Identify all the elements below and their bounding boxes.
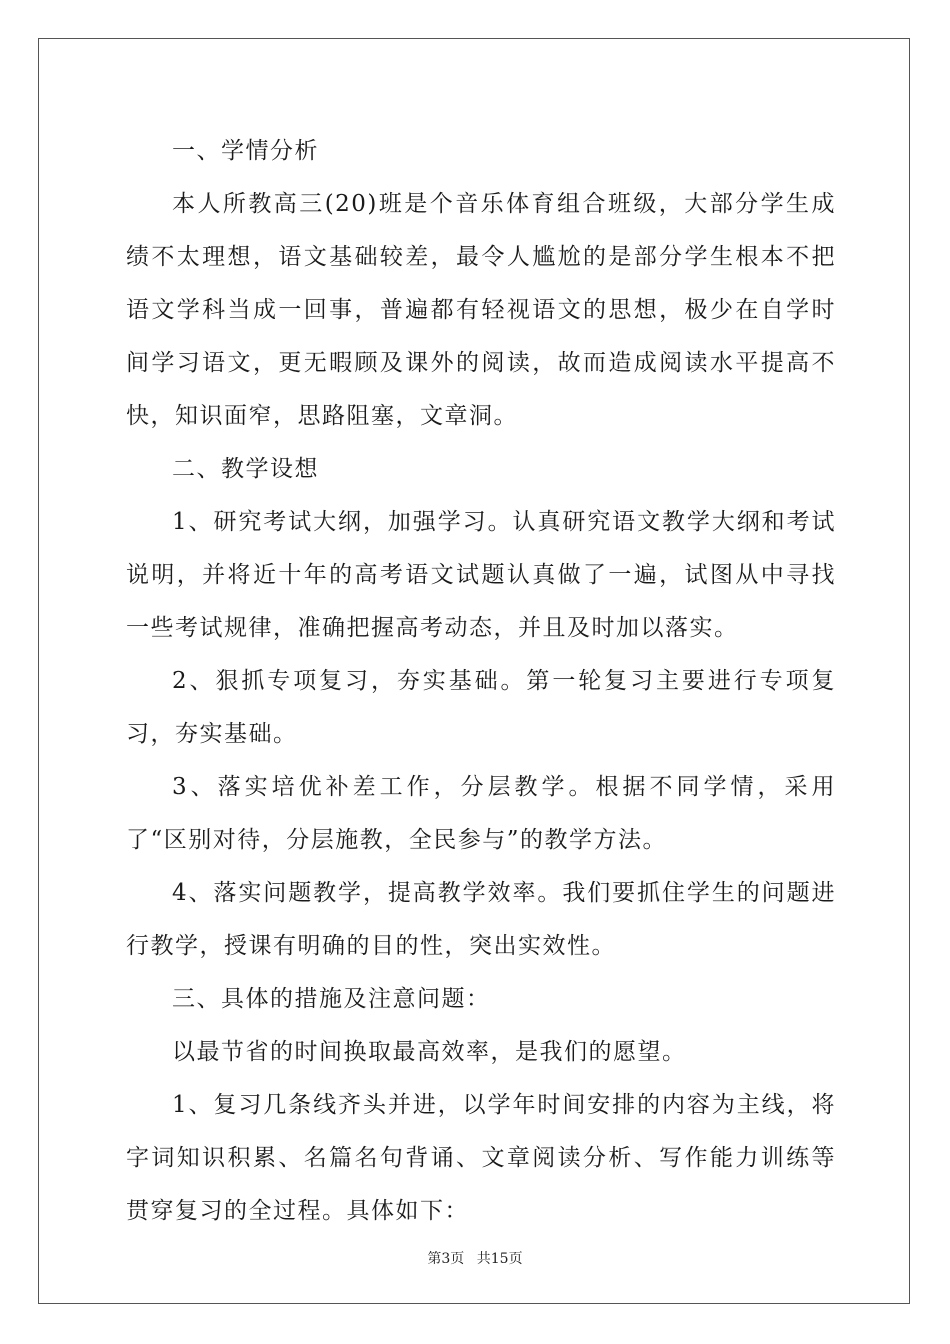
paragraph-idea-4: 4、落实问题教学，提高教学效率。我们要抓住学生的问题进行教学，授课有明确的目的性，突出实效性。	[126, 880, 836, 959]
section-heading-measures: 三、具体的措施及注意问题：	[172, 986, 491, 1012]
section-heading-analysis: 一、学情分析	[172, 138, 319, 164]
paragraph-idea-1: 1、研究考试大纲，加强学习。认真研究语文教学大纲和考试说明，并将近十年的高考语文试题认真做了一遍，试图从中寻找一些考试规律，准确把握高考动态，并且及时加以落实。	[126, 509, 836, 641]
paragraph-idea-2: 2、狠抓专项复习，夯实基础。第一轮复习主要进行专项复习，夯实基础。	[126, 668, 836, 747]
page-footer	[0, 1248, 950, 1268]
page-number: 第3页	[427, 1251, 465, 1267]
document-body	[126, 125, 836, 1238]
page-total: 共15页	[476, 1251, 523, 1267]
paragraph-idea-3: 3、落实培优补差工作，分层教学。根据不同学情，采用了“区别对待，分层施教，全民参与”的教学方法。	[126, 774, 836, 853]
paragraph-measure-1: 1、复习几条线齐头并进，以学年时间安排的内容为主线，将字词知识积累、名篇名句背诵、文章阅读分析、写作能力训练等贯穿复习的全过程。具体如下：	[126, 1092, 836, 1224]
paragraph-measures-intro: 以最节省的时间换取最高效率，是我们的愿望。	[172, 1039, 687, 1065]
section-heading-ideas: 二、教学设想	[172, 456, 319, 482]
paragraph-analysis: 本人所教高三(20)班是个音乐体育组合班级，大部分学生成绩不太理想，语文基础较差，最令人尴尬的是部分学生根本不把语文学科当成一回事，普遍都有轻视语文的思想，极少在自学时间学习语文，更无暇顾及课外的阅读，故而造成阅读水平提高不快，知识面窄，思路阻塞，文章洞。	[126, 191, 836, 429]
